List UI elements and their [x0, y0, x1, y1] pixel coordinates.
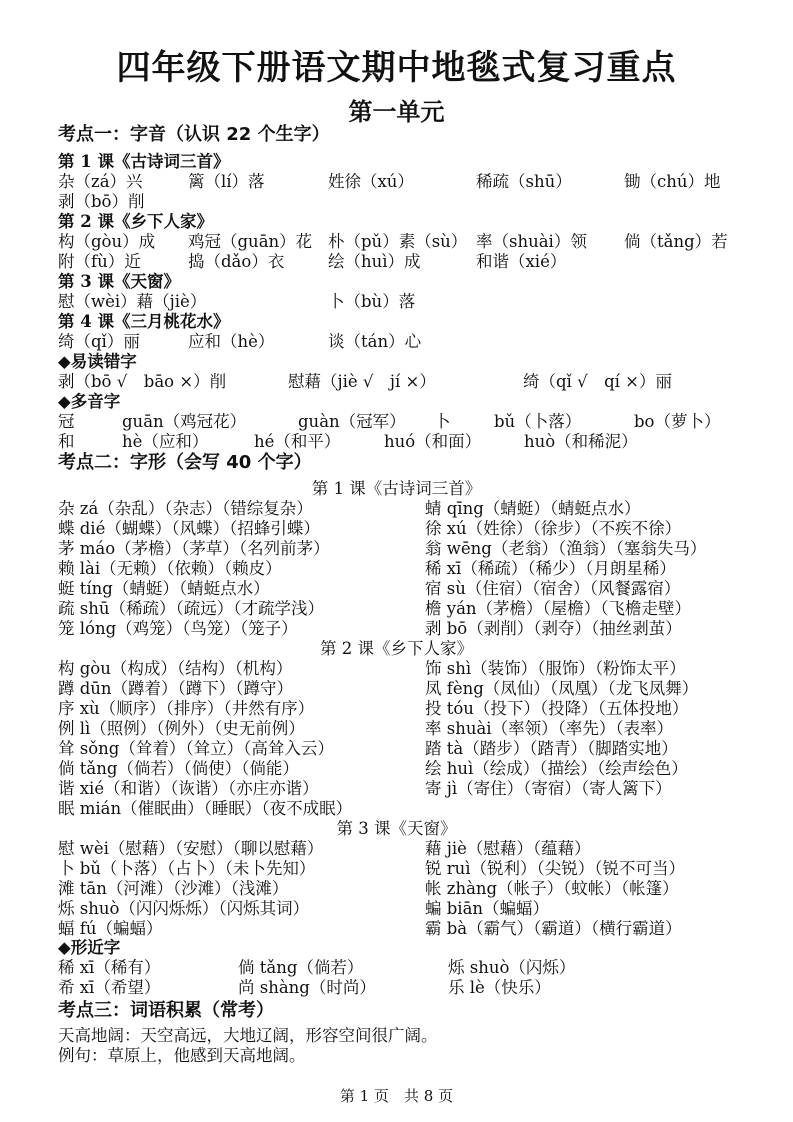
word-entry: 疏 shū（稀疏）（疏远）（才疏学浅） [58, 599, 324, 618]
pinyin-item: 捣（dǎo）衣 [188, 252, 285, 271]
pinyin-item: 卜（bù）落 [328, 292, 416, 311]
word-entry: 倘 tǎng（倘若）（倘使）（倘能） [58, 759, 299, 778]
word-entry: 茅 máo（茅檐）（茅草）（名列前茅） [58, 539, 330, 558]
word-entry: 剥 bō（剥削）（剥夺）（抽丝剥茧） [425, 619, 682, 638]
word-entry: 眠 mián（催眠曲）（睡眠）（夜不成眠） [58, 799, 353, 818]
word-entry: 蝶 dié（蝴蝶）（风蝶）（招蜂引蝶） [58, 519, 320, 538]
polyphone-item: guān（鸡冠花） [122, 412, 247, 431]
word-entry: 例 lì（照例）（例外）（史无前例） [58, 719, 305, 738]
document-title: 四年级下册语文期中地毯式复习重点 [116, 48, 677, 88]
word-entry: 蜓 tíng（蜻蜓）（蜻蜓点水） [58, 579, 270, 598]
easy-wrong-item: 剥（bō √ bāo ×）削 [58, 372, 227, 391]
pinyin-item: 应和（hè） [188, 332, 275, 351]
pinyin-item: 锄（chú）地 [624, 172, 721, 191]
word-entry: 笼 lóng（鸡笼）（鸟笼）（笼子） [58, 619, 298, 638]
section-3-heading: 考点三：词语积累（常考） [58, 1000, 274, 1021]
word-entry: 投 tóu（投下）（投降）（五体投地） [425, 699, 689, 718]
pinyin-item: 朴（pǔ）素（sù） [328, 232, 468, 251]
word-entry: 谐 xié（和谐）（诙谐）（亦庄亦谐） [58, 779, 319, 798]
polyphone-item: hé（和平） [254, 432, 341, 451]
word-entry: 饰 shì（装饰）（服饰）（粉饰太平） [425, 659, 686, 678]
lesson-4-label: 第 4 课《三月桃花水》 [58, 312, 230, 331]
polyphone-item: guàn（冠军） [298, 412, 406, 431]
lesson-1-title: 第 1 课《古诗词三首》 [311, 479, 482, 498]
similar-item: 烁 shuò（闪烁） [448, 958, 576, 977]
page-footer: 第 1 页 共 8 页 [339, 1087, 454, 1105]
word-entry: 序 xù（顺序）（排序）（井然有序） [58, 699, 315, 718]
similar-item: 倘 tǎng（倘若） [238, 958, 364, 977]
word-entry: 蝙 biān（蝙蝠） [425, 899, 550, 918]
lesson-2-title: 第 2 课《乡下人家》 [320, 639, 473, 658]
lesson-3-label: 第 3 课《天窗》 [58, 272, 180, 291]
word-entry: 凤 fèng（凤仙）（凤凰）（龙飞凤舞） [425, 679, 699, 698]
idiom-definition: 天高地阔：天空高远，大地辽阔，形容空间很广阔。 [58, 1026, 438, 1045]
word-entry: 藉 jiè（慰藉）（蕴藉） [425, 839, 591, 858]
word-entry: 檐 yán（茅檐）（屋檐）（飞檐走壁） [425, 599, 692, 618]
idiom-example: 例句：草原上，他感到天高地阔。 [58, 1046, 306, 1065]
lesson-1-label: 第 1 课《古诗词三首》 [58, 152, 230, 171]
pinyin-item: 鸡冠（guān）花 [188, 232, 313, 251]
word-entry: 烁 shuò（闪闪烁烁）（闪烁其词） [58, 899, 310, 918]
similar-chars-label: ◆形近字 [58, 938, 121, 957]
pinyin-item: 倘（tǎng）若 [624, 232, 728, 251]
similar-item: 稀 xī（稀有） [58, 958, 161, 977]
easy-wrong-label: ◆易读错字 [58, 352, 137, 371]
polyphone-item: huò（和稀泥） [524, 432, 638, 451]
pinyin-item: 篱（lí）落 [188, 172, 265, 191]
similar-item: 希 xī（希望） [58, 978, 161, 997]
polyphone-item: huó（和面） [384, 432, 482, 451]
pinyin-item: 绮（qǐ）丽 [58, 332, 140, 351]
word-entry: 耸 sǒng（耸着）（耸立）（高耸入云） [58, 739, 334, 758]
section-1-heading: 考点一：字音（认识 22 个生字） [58, 124, 330, 145]
similar-item: 乐 lè（快乐） [448, 978, 551, 997]
word-entry: 蹲 dūn（蹲着）（蹲下）（蹲守） [58, 679, 294, 698]
polyphone-char: 和 [58, 432, 75, 451]
pinyin-item: 慰（wèi）藉（jiè） [58, 292, 207, 311]
unit-heading: 第一单元 [348, 98, 445, 126]
word-entry: 翁 wēng（老翁）（渔翁）（塞翁失马） [425, 539, 707, 558]
polyphone-char: 冠 [58, 412, 75, 431]
polyphone-item: bǔ（卜落） [494, 412, 582, 431]
easy-wrong-item: 绮（qǐ √ qí ×）丽 [523, 372, 673, 391]
word-entry: 蜻 qīng（蜻蜓）（蜻蜓点水） [425, 499, 641, 518]
polyphone-item: bo（萝卜） [634, 412, 721, 431]
word-entry: 蝠 fú（蝙蝠） [58, 919, 163, 938]
lesson-3-title: 第 3 课《天窗》 [336, 819, 457, 838]
polyphone-label: ◆多音字 [58, 392, 121, 411]
word-entry: 霸 bà（霸气）（霸道）（横行霸道） [425, 919, 682, 938]
word-entry: 稀 xī（稀疏）（稀少）（月朗星稀） [425, 559, 676, 578]
word-entry: 宿 sù（住宿）（宿舍）（风餐露宿） [425, 579, 681, 598]
pinyin-item: 附（fù）近 [58, 252, 141, 271]
similar-item: 尚 shàng（时尚） [238, 978, 376, 997]
word-entry: 绘 huì（绘成）（描绘）（绘声绘色） [425, 759, 688, 778]
word-entry: 锐 ruì（锐利）（尖锐）（锐不可当） [425, 859, 686, 878]
pinyin-item: 剥（bō）削 [58, 192, 145, 211]
pinyin-item: 构（gòu）成 [58, 232, 156, 251]
polyphone-char: 卜 [434, 412, 451, 431]
word-entry: 慰 wèi（慰藉）（安慰）（聊以慰藉） [58, 839, 324, 858]
easy-wrong-item: 慰藉（jiè √ jí ×） [288, 372, 436, 391]
word-entry: 寄 jì（寄住）（寄宿）（寄人篱下） [425, 779, 672, 798]
pinyin-item: 杂（zá）兴 [58, 172, 143, 191]
lesson-2-label: 第 2 课《乡下人家》 [58, 212, 213, 231]
section-2-heading: 考点二：字形（会写 40 个字） [58, 452, 312, 473]
word-entry: 滩 tān（河滩）（沙滩）（浅滩） [58, 879, 289, 898]
word-entry: 赖 lài（无赖）（依赖）（赖皮） [58, 559, 282, 578]
pinyin-item: 率（shuài）领 [476, 232, 587, 251]
word-entry: 踏 tà（踏步）（踏青）（脚踏实地） [425, 739, 678, 758]
word-entry: 构 gòu（构成）（结构）（机构） [58, 659, 293, 678]
word-entry: 帐 zhàng（帐子）（蚊帐）（帐篷） [425, 879, 679, 898]
pinyin-item: 和谐（xié） [476, 252, 567, 271]
pinyin-item: 稀疏（shū） [476, 172, 572, 191]
word-entry: 卜 bǔ（卜落）（占卜）（未卜先知） [58, 859, 316, 878]
word-entry: 徐 xú（姓徐）（徐步）（不疾不徐） [425, 519, 682, 538]
pinyin-item: 姓徐（xú） [328, 172, 414, 191]
polyphone-item: hè（应和） [122, 432, 209, 451]
word-entry: 杂 zá（杂乱）（杂志）（错综复杂） [58, 499, 313, 518]
pinyin-item: 绘（huì）成 [328, 252, 421, 271]
pinyin-item: 谈（tán）心 [328, 332, 422, 351]
word-entry: 率 shuài（率领）（率先）（表率） [425, 719, 674, 738]
